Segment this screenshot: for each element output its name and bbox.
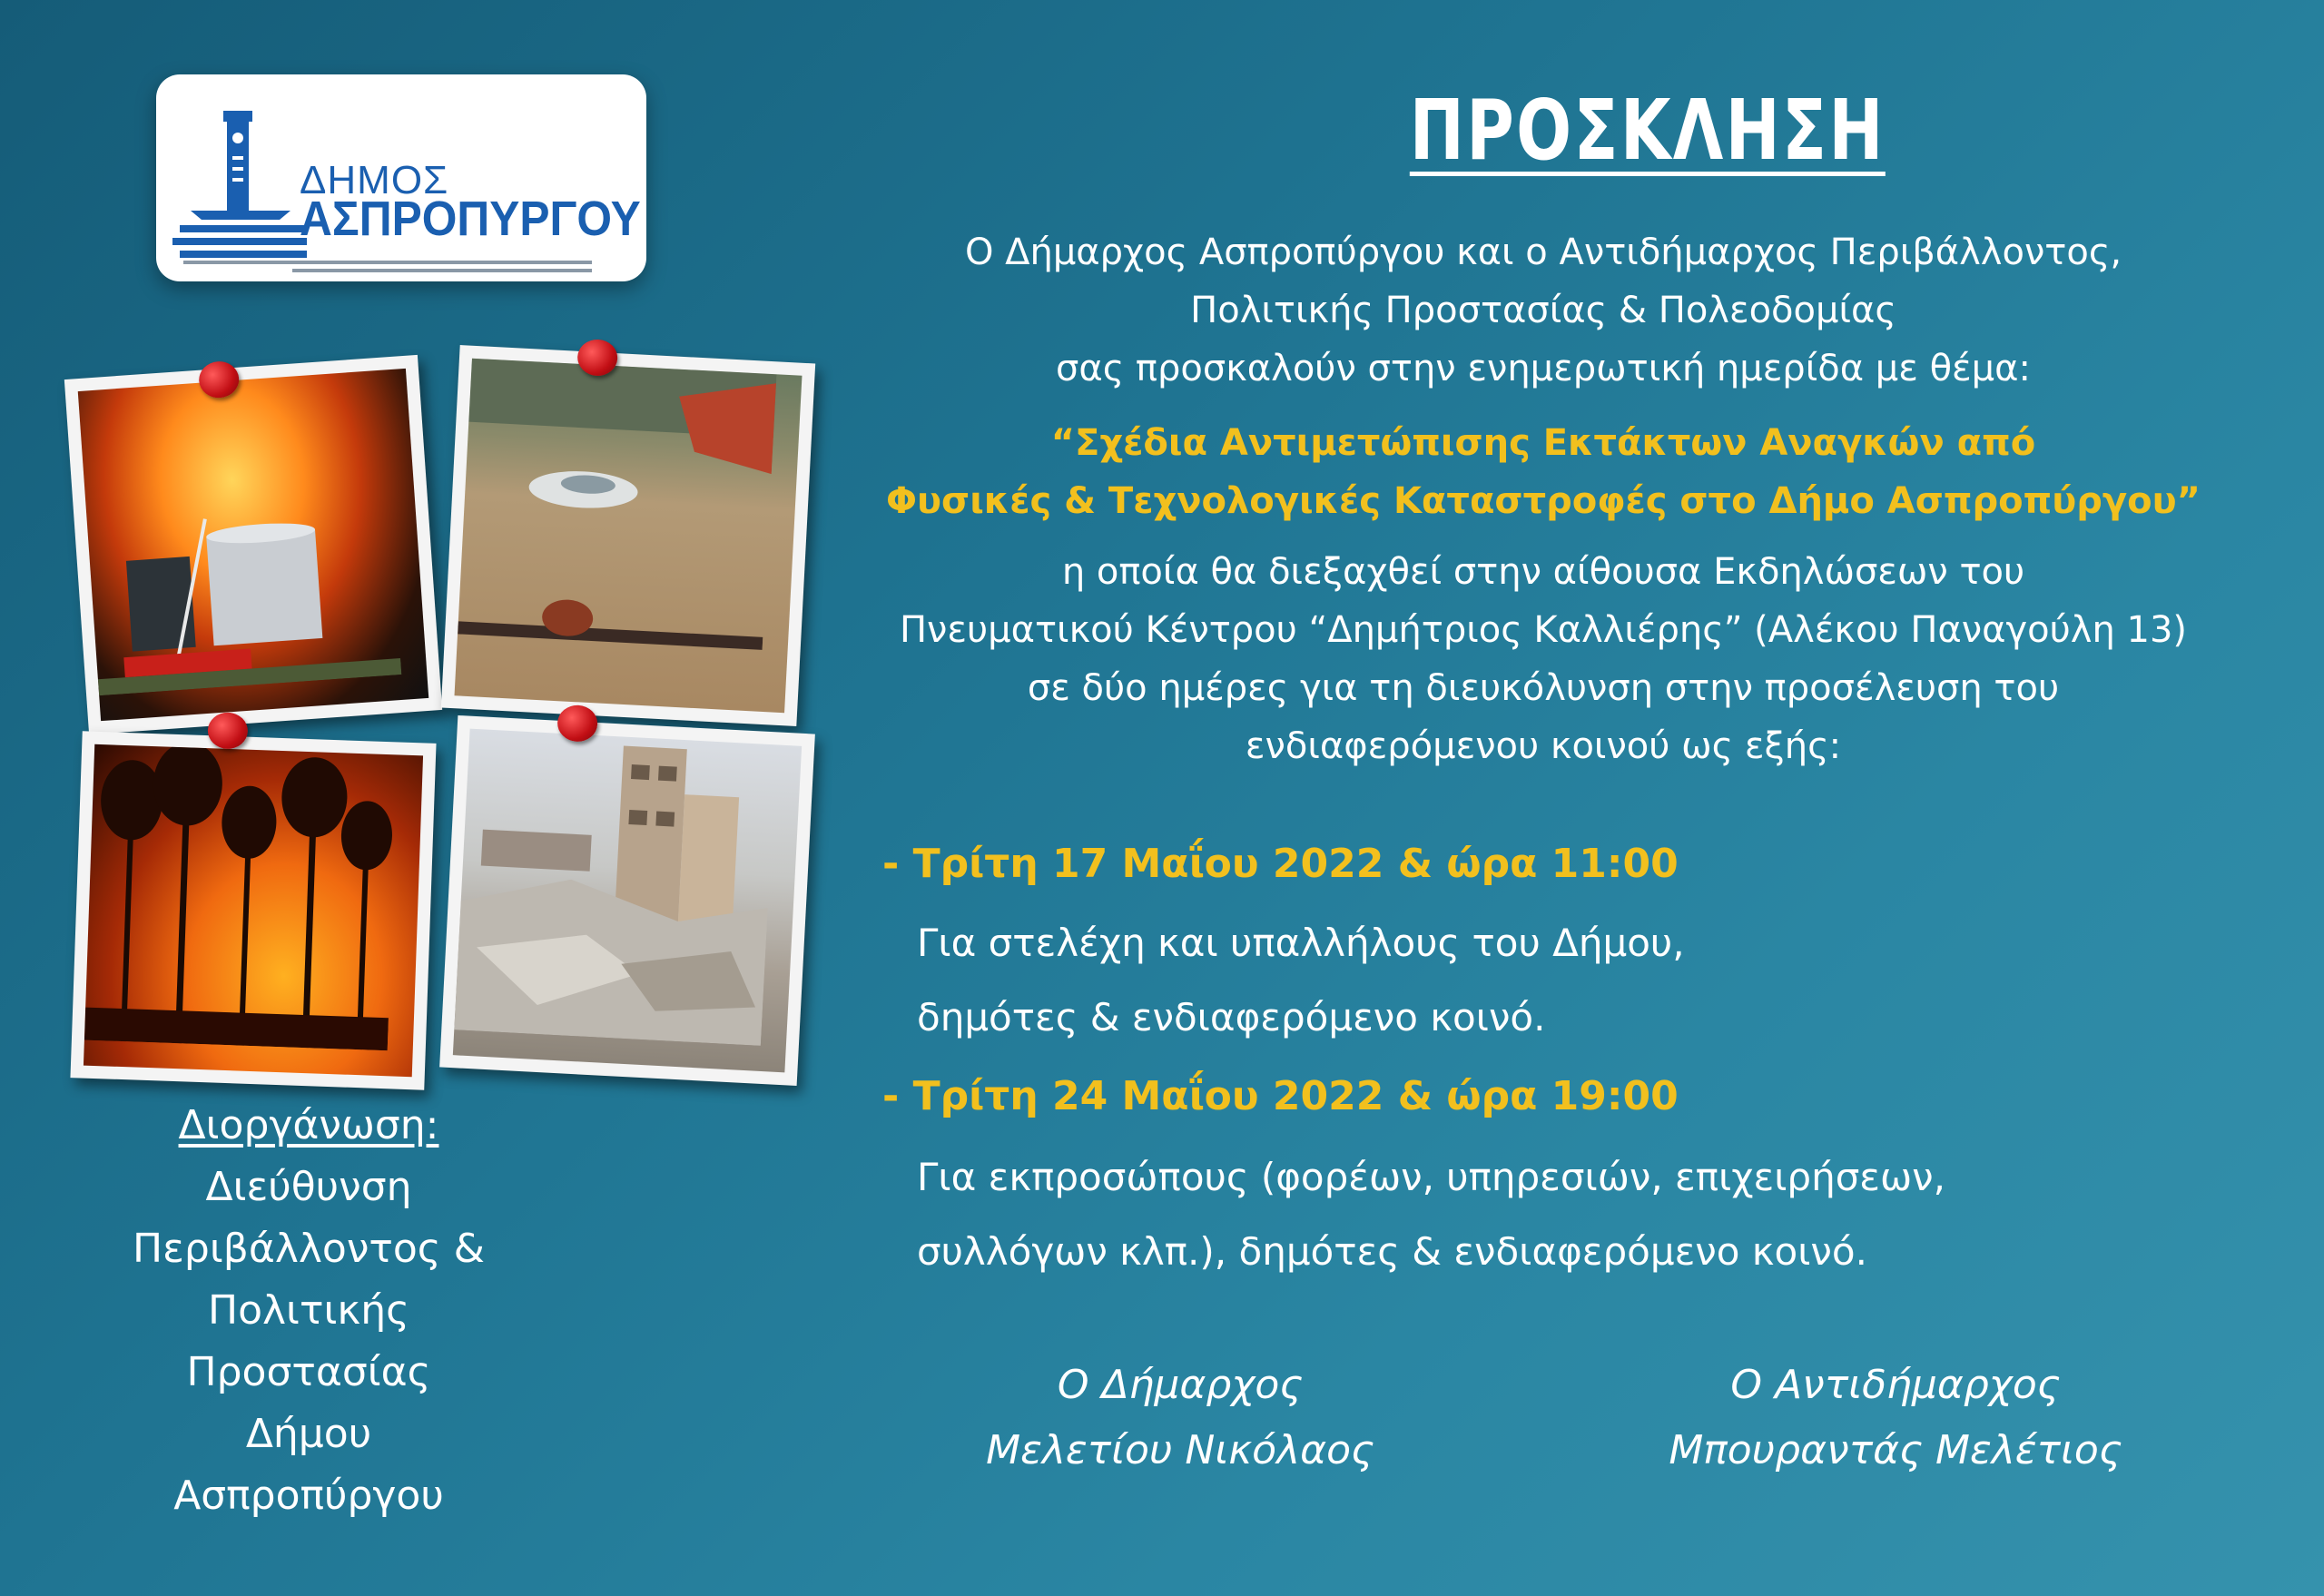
session-1-heading: - Τρίτη 17 Μαΐου 2022 & ώρα 11:00: [882, 841, 1679, 887]
session-line: Για στελέχη και υπαλλήλους του Δήμου,: [917, 921, 1685, 965]
organizer-line: Πολιτικής Προστασίας: [186, 1287, 431, 1395]
municipality-logo: [156, 74, 646, 281]
deputy-mayor-signature: [1641, 1353, 2150, 1483]
earthquake-damage-photo: [453, 729, 802, 1073]
logo-text-dimos: ΔΗΜΟΣ: [300, 158, 449, 202]
intro-line: σας προσκαλούν στην ενημερωτική ημερίδα με θέμα:: [1056, 348, 2031, 389]
tower-logo-icon: [172, 111, 309, 265]
pushpin-icon: [207, 712, 248, 750]
organizer-line: Διεύθυνση: [205, 1164, 412, 1210]
deputy-role: Ο Αντιδήμαρχος: [1730, 1362, 2061, 1408]
flood-photo: [455, 359, 803, 714]
event-theme: [817, 414, 2270, 530]
logo-rule: [292, 269, 592, 272]
theme-line: “Σχέδια Αντιμετώπισης Εκτάκτων Αναγκών από: [1050, 422, 2036, 464]
organizer-heading: Διοργάνωση:: [178, 1102, 439, 1148]
invitation-title: ΠΡΟΣΚΛΗΣΗ: [1409, 82, 1886, 179]
organizer-line: Περιβάλλοντος &: [133, 1226, 485, 1272]
photo-fire: [64, 355, 442, 734]
mayor-name: Μελετίου Νικόλαος: [986, 1427, 1374, 1473]
details-line: Πνευματικού Κέντρου “Δημήτριος Καλλιέρης” (Αλέκου Παναγούλη 13): [899, 609, 2188, 651]
session-2-heading: - Τρίτη 24 Μαΐου 2022 & ώρα 19:00: [882, 1073, 1679, 1119]
details-line: σε δύο ημέρες για τη διευκόλυνση στην προσέλευση του: [1027, 667, 2060, 709]
industrial-fire-photo: [78, 369, 429, 721]
session-1-audience: [917, 906, 1685, 1055]
wildfire-photo: [84, 744, 423, 1077]
organizer-block: [118, 1095, 499, 1527]
session-line: συλλόγων κλπ.), δημότες & ενδιαφερόμενο κοινό.: [917, 1229, 1867, 1274]
organizer-line: Δήμου Ασπροπύργου: [173, 1411, 444, 1519]
session-2-audience: [917, 1140, 1945, 1289]
logo-text-aspropyrgou: ΑΣΠΡΟΠΥΡΓΟΥ: [300, 192, 641, 246]
details-line: η οποία θα διεξαχθεί στην αίθουσα Εκδηλώσεων του: [1061, 551, 2025, 593]
intro-line: Πολιτικής Προστασίας & Πολεοδομίας: [1190, 290, 1896, 331]
session-line: δημότες & ενδιαφερόμενο κοινό.: [917, 995, 1546, 1039]
intro-line: Ο Δήμαρχος Ασπροπύργου και ο Αντιδήμαρχος Περιβάλλοντος,: [964, 232, 2122, 273]
session-line: Για εκπροσώπους (φορέων, υπηρεσιών, επιχειρήσεων,: [917, 1155, 1945, 1199]
photo-wildfire: [70, 731, 436, 1089]
theme-line: Φυσικές & Τεχνολογικές Καταστροφές στο Δήμο Ασπροπύργου”: [886, 480, 2201, 522]
mayor-signature: [926, 1353, 1434, 1483]
mayor-role: Ο Δήμαρχος: [1057, 1362, 1304, 1408]
deputy-name: Μπουραντάς Μελέτιος: [1669, 1427, 2122, 1473]
photo-quake: [439, 715, 815, 1086]
venue-details: [817, 543, 2270, 775]
photo-flood: [441, 345, 815, 726]
details-line: ενδιαφερόμενου κοινού ως εξής:: [1245, 725, 1842, 767]
logo-rule: [183, 261, 592, 264]
intro-text: [817, 223, 2270, 398]
